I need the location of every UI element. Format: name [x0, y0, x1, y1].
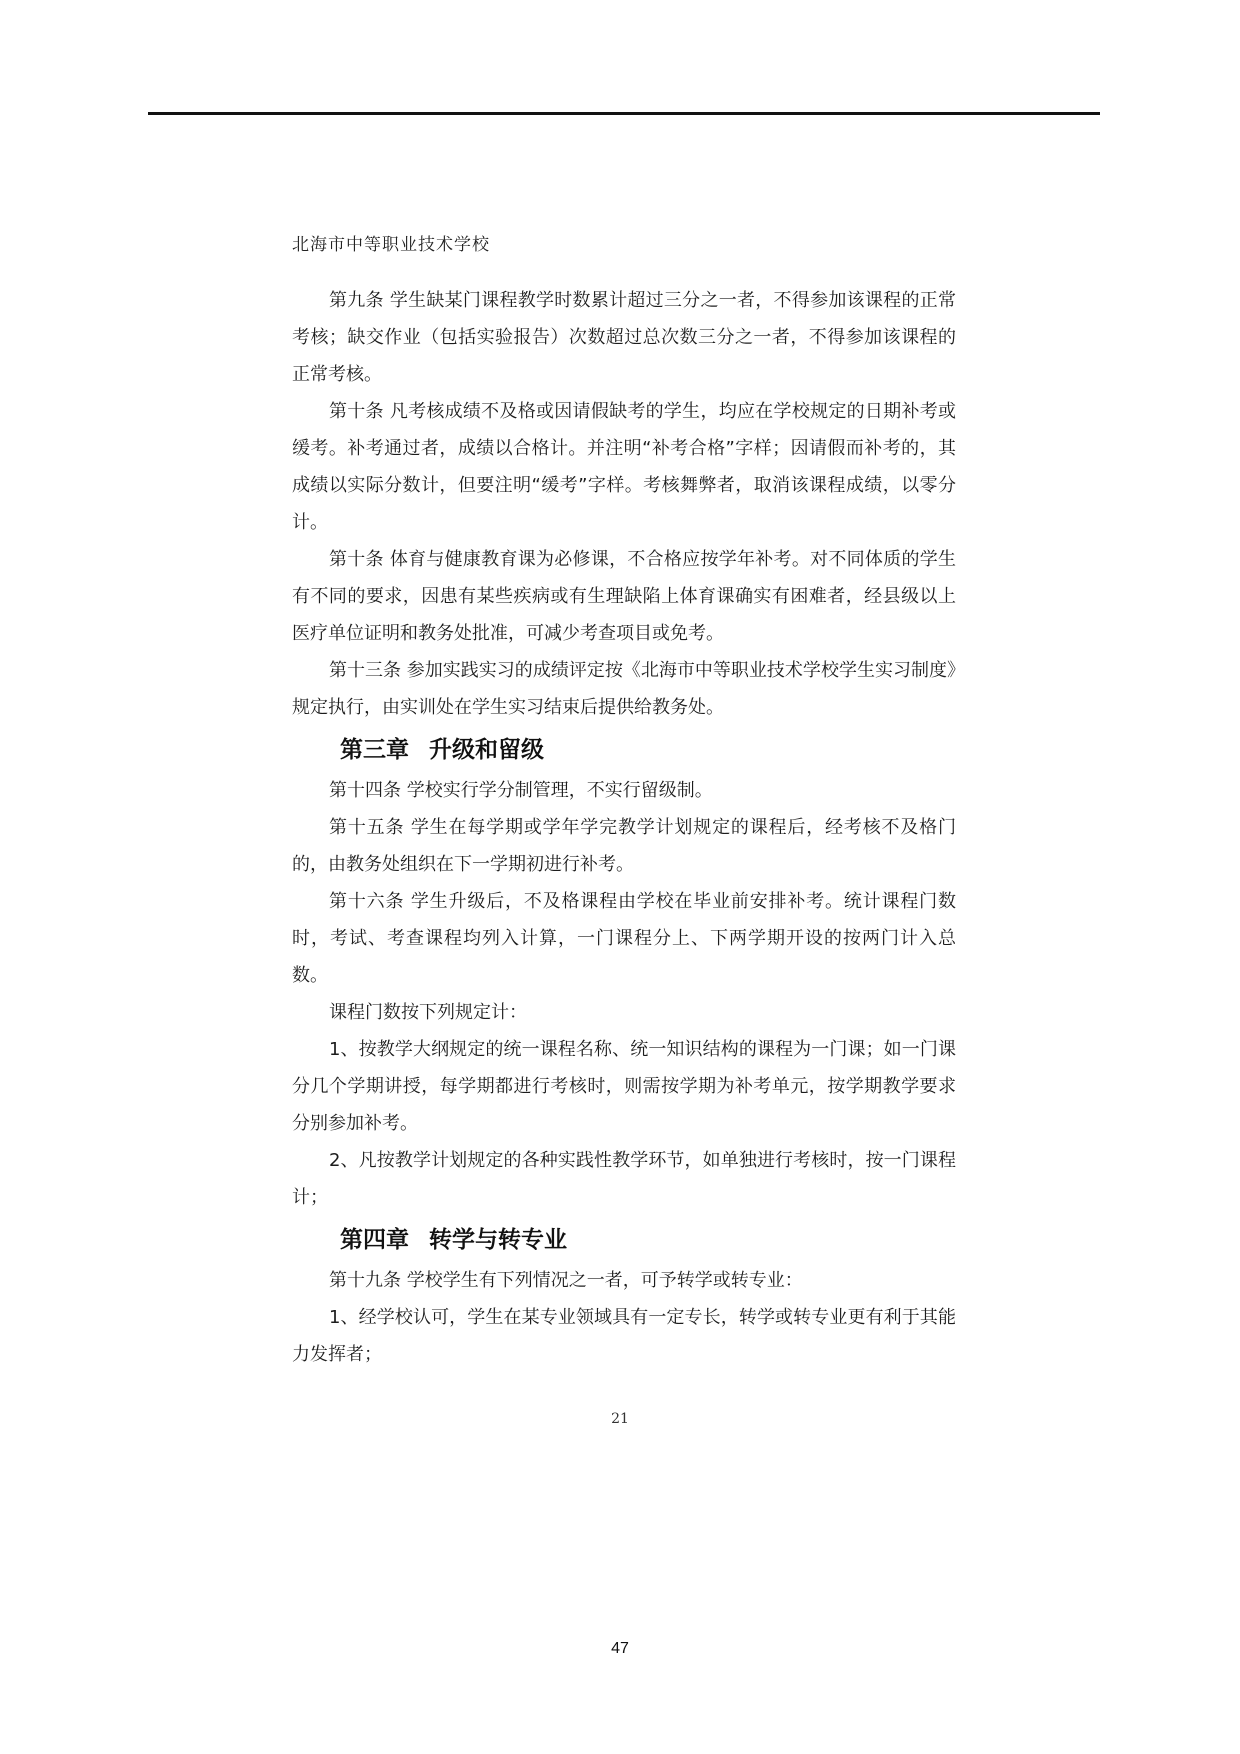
outer-page-number: 47 — [611, 1640, 629, 1657]
article-9: 第九条 学生缺某门课程教学时数累计超过三分之一者，不得参加该课程的正常考核；缺交作业（包括实验报告）次数超过总次数三分之一者，不得参加该课程的正常考核。 — [292, 290, 956, 385]
article-19-item-1: 1、经学校认可，学生在某专业领域具有一定专长，转学或转专业更有利于其能力发挥者； — [292, 1307, 956, 1365]
document-body — [292, 282, 956, 1373]
article-15: 第十五条 学生在每学期或学年学完教学计划规定的课程后，经考核不及格门的，由教务处组织在下一学期初进行补考。 — [292, 817, 956, 875]
top-rule — [148, 112, 1100, 115]
course-count-rule-1: 1、按教学大纲规定的统一课程名称、统一知识结构的课程为一门课；如一门课分几个学期讲授，每学期都进行考核时，则需按学期为补考单元，按学期教学要求分别参加补考。 — [292, 1039, 956, 1134]
chapter-4-heading — [340, 1220, 956, 1260]
article-13: 第十三条 参加实践实习的成绩评定按《北海市中等职业技术学校学生实习制度》规定执行，由实训处在学生实习结束后提供给教务处。 — [292, 660, 956, 718]
article-16: 第十六条 学生升级后，不及格课程由学校在毕业前安排补考。统计课程门数时，考试、考查课程均列入计算，一门课程分上、下两学期开设的按两门计入总数。 — [292, 891, 956, 986]
article-19: 第十九条 学校学生有下列情况之一者，可予转学或转专业： — [329, 1270, 803, 1291]
chapter-4-number: 第四章 — [340, 1227, 409, 1253]
course-count-intro: 课程门数按下列规定计： — [329, 1002, 527, 1023]
article-10-makeup: 第十条 凡考核成绩不及格或因请假缺考的学生，均应在学校规定的日期补考或缓考。补考通过者，成绩以合格计。并注明“补考合格”字样；因请假而补考的，其成绩以实际分数计，但要注明“缓考”字样。考核舞弊者，取消该课程成绩，以零分计。 — [292, 401, 956, 533]
article-10-pe: 第十条 体育与健康教育课为必修课，不合格应按学年补考。对不同体质的学生有不同的要求，因患有某些疾病或有生理缺陷上体育课确实有困难者，经县级以上医疗单位证明和教务处批准，可减少考查项目或免考。 — [292, 549, 956, 644]
chapter-4-title: 转学与转专业 — [429, 1227, 567, 1253]
school-header: 北海市中等职业技术学校 — [292, 235, 490, 255]
course-count-rule-2: 2、凡按教学计划规定的各种实践性教学环节，如单独进行考核时，按一门课程计； — [292, 1150, 956, 1208]
chapter-3-number: 第三章 — [340, 737, 409, 763]
article-14: 第十四条 学校实行学分制管理，不实行留级制。 — [329, 780, 713, 801]
inner-page-number: 21 — [611, 1411, 629, 1427]
chapter-3-heading — [340, 730, 956, 770]
chapter-3-title: 升级和留级 — [429, 737, 544, 763]
